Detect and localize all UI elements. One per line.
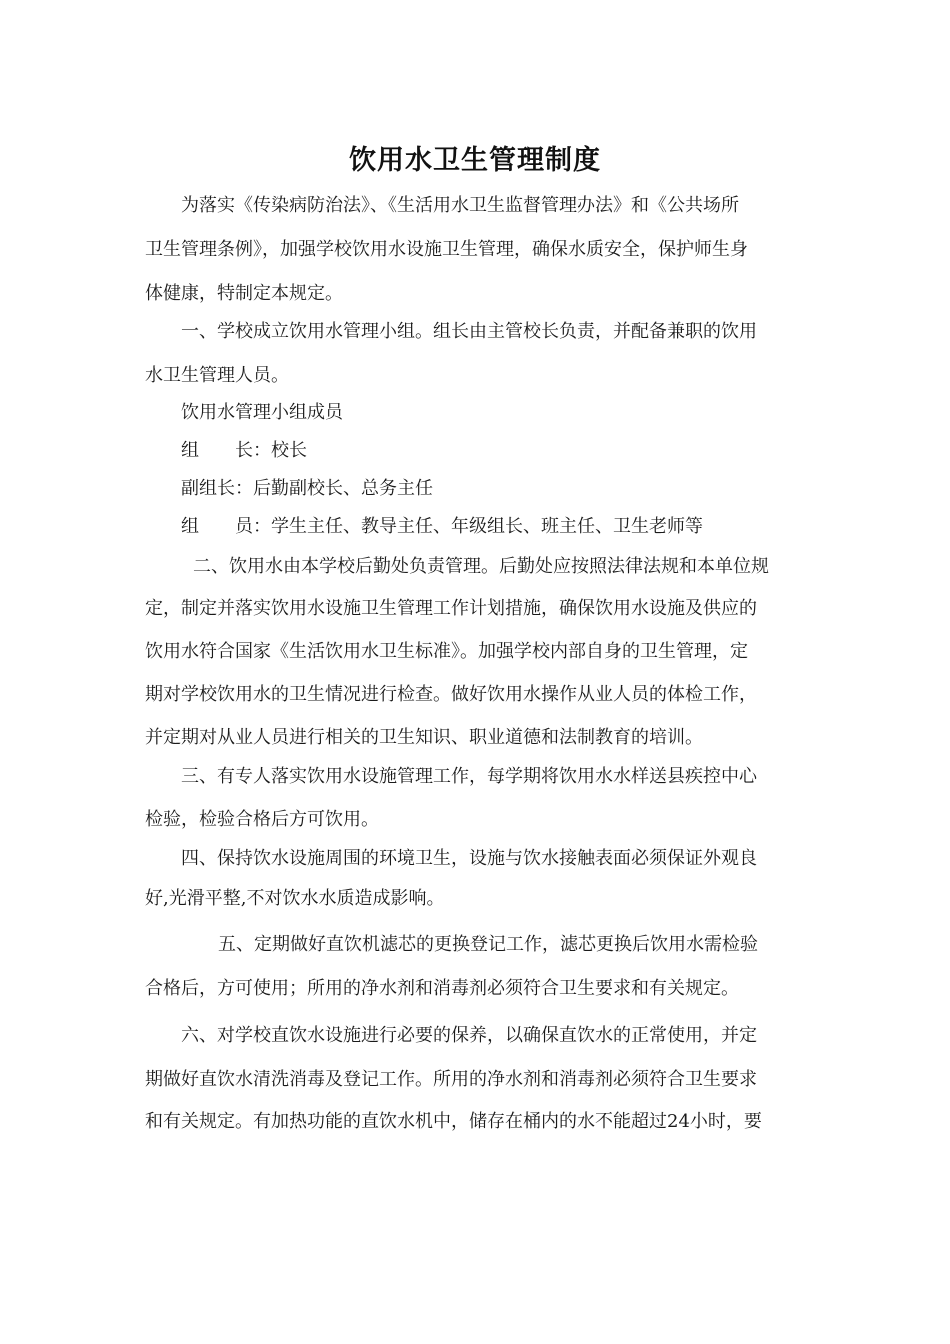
group-members-row xyxy=(181,515,703,539)
paragraph-line xyxy=(181,765,757,789)
text-run: 五、定期做好直饮机滤芯的更换登记工作，滤芯更换后 xyxy=(218,934,650,955)
group-leader-row xyxy=(181,439,307,463)
text-run: 三、有专人落实 xyxy=(181,766,307,787)
members-label: 组 员： xyxy=(181,516,271,537)
paragraph-line: 一、学校成立饮用水管理小组。组长由主管校长负责，并配备兼职的饮用 xyxy=(181,321,757,342)
group-deputy-row xyxy=(181,477,433,501)
text-run: 饮用水由 xyxy=(229,556,301,577)
paragraph-line: 体健康，特制定本规定。 xyxy=(145,283,343,304)
paragraph-line xyxy=(218,933,758,957)
paragraph-line: 六、对学校直饮水设施进行必要的保养，以确保直饮水的正常使用，并定 xyxy=(181,1025,757,1046)
text-run: 本学校后勤处负责管理。后勤处应按照法律法规和本单位规 xyxy=(301,556,769,577)
paragraph-line: 和有关规定。有加热功能的直饮水机中，储存在桶内的水不能超过24小时，要 xyxy=(145,1111,762,1132)
text-run: 设施管理工作，每学期将饮用水水样送县疾控中心 xyxy=(361,766,757,787)
paragraph-line: 饮用水符合国家《生活饮用水卫生标准》。加强学校内部自身的卫生管理，定 xyxy=(145,641,748,662)
paragraph-line: 期对学校饮用水的卫生情况进行检查。做好饮用水操作从业人员的体检工作， xyxy=(145,684,757,705)
text-run: 二、 xyxy=(193,556,229,577)
text-run: 设施卫生管理工作计划措施，确保饮用水设施及供应的 xyxy=(325,598,757,619)
group-heading: 饮用水管理小组成员 xyxy=(181,402,343,423)
paragraph-line: 合格后，方可使用；所用的净水剂和消毒剂必须符合卫生要求和有关规定。 xyxy=(145,978,739,999)
paragraph-line: 卫生管理条例》，加强学校饮用水设施卫生管理，确保水质安全，保护师生身 xyxy=(145,239,748,260)
paragraph-line: 期做好直饮水清洗消毒及登记工作。所用的净水剂和消毒剂必须符合卫生要求 xyxy=(145,1069,757,1090)
paragraph-line: 检验，检验合格后方可饮用。 xyxy=(145,809,379,830)
paragraph-line: 为落实《传染病防治法》、《生活用水卫生监督管理办法》和《公共场所 xyxy=(181,195,739,216)
text-run: 饮用水 xyxy=(307,766,361,787)
members-value: 学生主任、教导主任、年级组长、班主任、卫生老师等 xyxy=(271,516,703,537)
text-run: 饮用水 xyxy=(271,598,325,619)
leader-label: 组 长： xyxy=(181,440,271,461)
paragraph-line: 四、保持饮水设施周围的环境卫生，设施与饮水接触表面必须保证外观良 xyxy=(181,848,757,869)
deputy-value: 后勤副校长、总务主任 xyxy=(253,478,433,499)
paragraph-line: 水卫生管理人员。 xyxy=(145,365,289,386)
deputy-label: 副组长： xyxy=(181,478,253,499)
paragraph-line xyxy=(145,597,757,621)
text-run: 需检验 xyxy=(704,934,758,955)
document-title: 饮用水卫生管理制度 xyxy=(349,145,601,176)
text-run: 定，制定并落实 xyxy=(145,598,271,619)
text-run: 饮用水 xyxy=(650,934,704,955)
leader-value: 校长 xyxy=(271,440,307,461)
paragraph-line: 好,光滑平整,不对饮水水质造成影响。 xyxy=(145,888,445,909)
paragraph-line xyxy=(193,555,769,579)
paragraph-line: 并定期对从业人员进行相关的卫生知识、职业道德和法制教育的培训。 xyxy=(145,727,703,748)
